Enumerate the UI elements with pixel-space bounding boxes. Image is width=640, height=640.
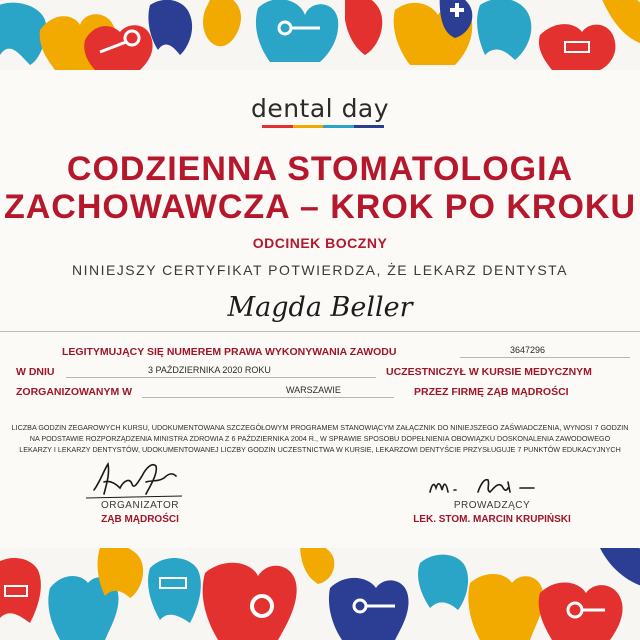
host-name: LEK. STOM. MARCIN KRUPIŃSKI: [413, 514, 571, 525]
name-underline: [0, 331, 640, 332]
tooth-icon: [418, 555, 468, 610]
host-block: [392, 500, 592, 525]
company-label: PRZEZ FIRMĘ ZĄB MĄDROŚCI: [414, 386, 569, 398]
organizer-signature: [86, 452, 186, 502]
date-value: 3 PAŹDZIERNIKA 2020 ROKU: [148, 365, 271, 375]
tooth-icon: [300, 548, 334, 584]
organizer-block: [60, 500, 220, 525]
license-underline: [460, 357, 630, 358]
date-underline: [66, 377, 376, 378]
tooth-icon: [329, 578, 409, 640]
logo-bar-yellow: [293, 125, 324, 128]
course-title-line2: ZACHOWAWCZA – KROK PO KROKU: [3, 188, 637, 226]
tooth-icon: [345, 0, 382, 55]
tooth-icon: [468, 574, 543, 640]
decorative-bottom-band: [0, 548, 640, 640]
logo-text: dental day: [250, 94, 390, 123]
tooth-icon: [0, 558, 41, 623]
decorative-top-band: [0, 0, 640, 70]
legal-text-line1: LICZBA GODZIN ZEGAROWYCH KURSU, UDOKUMENTOWANA SZCZEGÓŁOWYM PROGRAMEM STANOWIĄCYM ZAŁĄCZNIK DO NINIEJSZEGO ZAŚWIADCZENIA, WYNOSI 7 GODZIN: [11, 423, 629, 432]
tooth-icon: [203, 0, 241, 46]
logo-bar-red: [262, 125, 293, 128]
certificate-sheet: [0, 70, 640, 548]
tooth-icon: [0, 3, 46, 65]
participated-label: UCZESTNICZYŁ W KURSIE MEDYCZNYM: [386, 366, 592, 378]
tooth-icon: [98, 548, 144, 598]
date-label: W DNIU: [16, 366, 55, 378]
license-number: 3647296: [510, 345, 546, 355]
logo-bar-navy: [354, 125, 385, 128]
organized-label: ZORGANIZOWANYM W: [16, 386, 133, 398]
host-signature: [424, 470, 554, 502]
course-subtitle: ODCINEK BOCZNY: [252, 235, 388, 251]
tooth-icon: [539, 24, 616, 70]
legal-text-line3: LEKARZY I LEKARZY DENTYSTÓW, UDOKUMENTOWANEJ LICZBY GODZIN UCZESTNICTWA W KURSIE, LEKARZOWI DENTYŚCIE PRZYSŁUGUJE 7 PUNKTÓW EDUKACYJNYCH: [19, 445, 621, 454]
tooth-icon: [600, 548, 640, 588]
logo-bar-cyan: [323, 125, 354, 128]
confirmation-statement: NINIEJSZY CERTYFIKAT POTWIERDZA, ŻE LEKARZ DENTYSTA: [71, 262, 569, 278]
tooth-icon: [84, 25, 152, 70]
tooth-icon: [256, 0, 338, 62]
tooth-icon: [148, 558, 201, 623]
legal-text-line2: NA PODSTAWIE ROZPORZĄDZENIA MINISTRA ZDROWIA Z 6 PAŹDZIERNIKA 2004 R., W SPRAWIE SPOSOBU DOPEŁNIENIA OBOWIĄZKU DOSKONALENIA ZAWODOWEGO: [29, 434, 611, 443]
license-label: LEGITYMUJĄCY SIĘ NUMEREM PRAWA WYKONYWANIA ZAWODU: [62, 346, 397, 358]
city-value: WARSZAWIE: [286, 385, 341, 395]
city-underline: [142, 397, 394, 398]
logo-color-bar: [262, 125, 384, 128]
host-role: PROWADZĄCY: [453, 500, 531, 511]
tooth-icon: [477, 0, 531, 60]
tooth-icon: [203, 563, 297, 640]
organizer-role: ORGANIZATOR: [101, 500, 179, 511]
course-title-line1: CODZIENNA STOMATOLOGIA: [66, 150, 574, 188]
participant-name: Magda Beller: [227, 292, 413, 323]
tooth-icon: [148, 0, 192, 55]
organizer-name: ZĄB MĄDROŚCI: [101, 514, 179, 525]
tooth-icon: [539, 582, 623, 640]
